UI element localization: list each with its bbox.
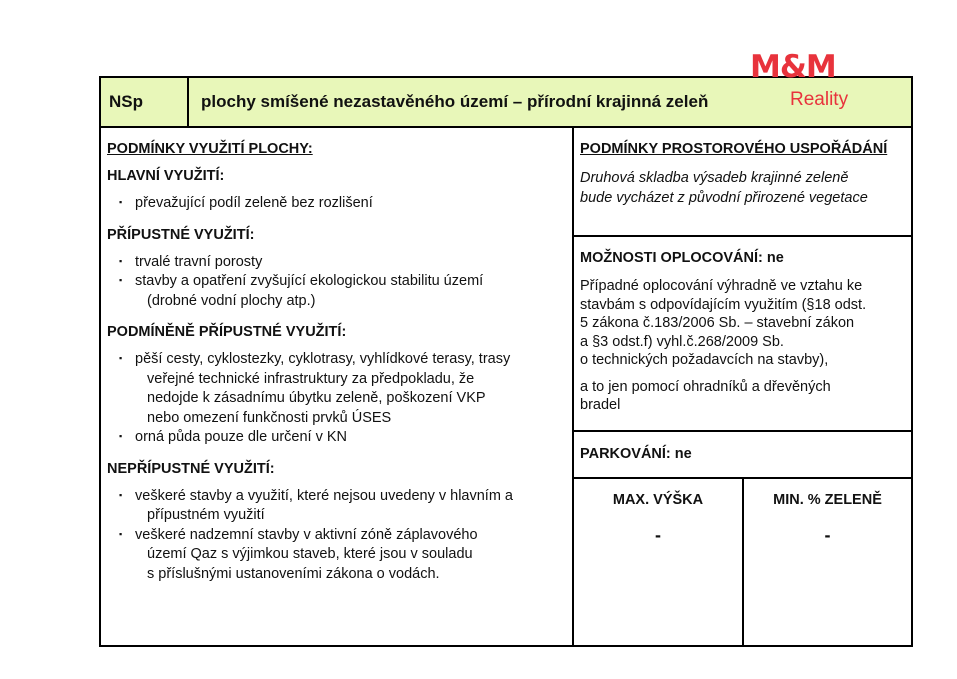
- prohibited-use-heading: NEPŘÍPUSTNÉ VYUŽITÍ:: [107, 460, 275, 477]
- list-item: [121, 487, 566, 526]
- parking-heading: PARKOVÁNÍ: ne: [580, 446, 692, 462]
- list-item-line: převažující podíl zeleně bez rozlišení: [135, 195, 373, 211]
- max-height-value: -: [655, 525, 661, 545]
- usage-conditions-heading: PODMÍNKY VYUŽITÍ PLOCHY:: [107, 141, 313, 157]
- min-green-cell: [744, 479, 911, 645]
- text-line: Druhová skladba výsadeb krajinné zeleně: [580, 170, 849, 186]
- list-item-line: veškeré nadzemní stavby v aktivní zóně záplavového: [135, 526, 478, 543]
- fencing-text-2: [580, 378, 905, 415]
- text-line: Případné oplocování výhradně ve vztahu ke: [580, 278, 863, 294]
- spatial-arrangement-text: [580, 168, 905, 208]
- spatial-arrangement-heading: PODMÍNKY PROSTOROVÉHO USPOŘÁDÁNÍ: [580, 141, 888, 157]
- max-height-label: MAX. VÝŠKA: [612, 492, 704, 508]
- list-item-line: nedojde k zásadnímu úbytku zeleně, poškození VKP: [147, 390, 486, 406]
- fencing-text: [580, 277, 905, 370]
- max-height-cell: [574, 479, 744, 645]
- permitted-use-heading: PŘÍPUSTNÉ VYUŽITÍ:: [107, 226, 255, 243]
- list-item-line: (drobné vodní plochy atp.): [147, 292, 316, 309]
- text-line: stavbám s odpovídajícím využitím (§18 odst.: [580, 296, 867, 313]
- list-item: [121, 350, 566, 428]
- list-item-line: veškeré stavby a využití, které nejsou uvedeny v hlavním a: [135, 487, 513, 504]
- regulation-table: [99, 76, 913, 647]
- min-green-label: MIN. % ZELENĚ: [773, 492, 882, 508]
- list-item-line: s příslušnými ustanoveními zákona o vodách.: [147, 565, 440, 582]
- logo-sub: Reality: [790, 89, 849, 110]
- list-item: [121, 253, 566, 273]
- list-item-line: orná půda pouze dle určení v KN: [135, 429, 347, 445]
- text-line: a §3 odst.f) vyhl.č.268/2009 Sb.: [580, 333, 784, 350]
- spatial-arrangement-box: [574, 128, 911, 237]
- mm-reality-logo: [750, 50, 860, 110]
- list-item-line: stavby a opatření zvyšující ekologickou stabilitu území: [135, 273, 484, 289]
- list-item: [121, 272, 566, 311]
- zone-title: plochy smíšené nezastavěného území – přírodní krajinná zeleň: [201, 92, 709, 111]
- fencing-box: [574, 237, 911, 432]
- usage-conditions-panel: [101, 128, 574, 645]
- list-item: [121, 194, 566, 214]
- conditional-use-heading: PODMÍNĚNĚ PŘÍPUSTNÉ VYUŽITÍ:: [107, 324, 347, 340]
- prohibited-use-list: [107, 487, 566, 585]
- main-use-list: [107, 194, 566, 214]
- text-line: bude vycházet z původní přirozené vegetace: [580, 190, 868, 206]
- list-item-line: území Qaz s výjimkou staveb, které jsou v souladu: [147, 546, 473, 562]
- list-item-line: přípustném využití: [147, 507, 265, 523]
- fencing-heading: MOŽNOSTI OPLOCOVÁNÍ: ne: [580, 250, 784, 266]
- list-item: [121, 526, 566, 585]
- text-line: 5 zákona č.183/2006 Sb. – stavební zákon: [580, 315, 855, 331]
- conditional-use-list: [107, 350, 566, 448]
- parking-box: [574, 432, 911, 479]
- list-item-line: trvalé travní porosty: [135, 253, 263, 270]
- zone-code: NSp: [101, 78, 189, 126]
- list-item-line: pěší cesty, cyklostezky, cyklotrasy, vyhlídkové terasy, trasy: [135, 351, 511, 367]
- text-line: bradel: [580, 397, 621, 413]
- list-item: [121, 428, 566, 448]
- text-line: o technických požadavcích na stavby),: [580, 352, 829, 368]
- spatial-panel: [574, 128, 911, 645]
- limits-box: [574, 479, 911, 645]
- text-line: a to jen pomocí ohradníků a dřevěných: [580, 378, 831, 395]
- permitted-use-list: [107, 253, 566, 312]
- main-use-heading: HLAVNÍ VYUŽITÍ:: [107, 168, 225, 184]
- list-item-line: veřejné technické infrastruktury za předpokladu, že: [147, 370, 475, 387]
- list-item-line: nebo omezení funkčnosti prvků ÚSES: [147, 409, 392, 426]
- min-green-value: -: [824, 525, 831, 545]
- logo-brand: M&M: [750, 49, 836, 85]
